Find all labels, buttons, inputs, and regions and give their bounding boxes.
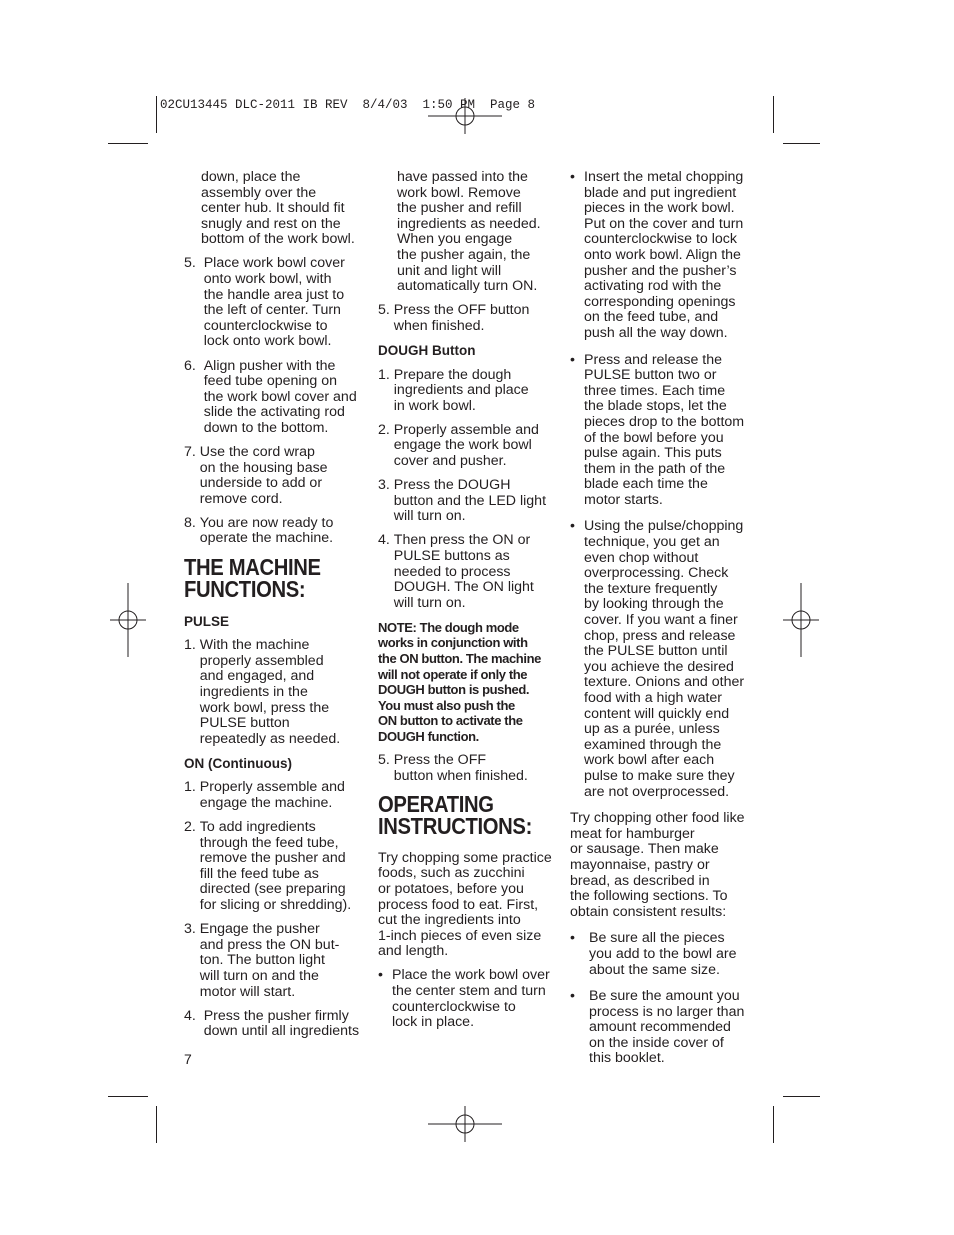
subheading-dough-button: DOUGH Button [378, 342, 476, 358]
bullet-item: • Press and release the PULSE button two or three times. Each time the blade stops, let the pieces drop to the bottom of the bowl before you pulse again. This puts them in the path of the blade each time the motor starts. [570, 351, 745, 508]
dough-step-5: 5. Press the OFF button when finished. [378, 752, 528, 784]
bullet-item: • Be sure all the pieces you add to the bowl are about the same size. [570, 930, 737, 978]
pulse-step-1: 1. With the machine properly assembled and engaged, and ingredients in the work bowl, press the PULSE button repeatedly as needed. [184, 637, 341, 747]
on-step-2: 2. To add ingredients through the feed tube, remove the pusher and fill the feed tube as directed (see preparing for slicing or shredding). [184, 819, 352, 914]
step-8: 8. You are now ready to operate the machine. [184, 514, 334, 547]
printer-slug: 02CU13445 DLC-2011 IB REV 8/4/03 1:50 PM Page 8 [160, 98, 536, 112]
page-number: 7 [184, 1051, 192, 1067]
bullet-item: • Place the work bowl over the center stem and turn counterclockwise to lock in place. [378, 967, 550, 1031]
dough-step-1: 1. Prepare the dough ingredients and place in work bowl. [378, 366, 529, 414]
subheading-pulse: PULSE [184, 613, 230, 629]
dough-step-2: 2. Properly assemble and engage the work bowl cover and pusher. [378, 421, 539, 469]
bullet-item: • Be sure the amount you process is no larger than amount recommended on the inside cover of this booklet. [570, 988, 745, 1067]
other-food-paragraph: Try chopping other food like meat for hamburger or sausage. Then make mayonnaise, pastry or bread, as described in the following sections. To obtain consistent results: [570, 810, 745, 920]
on-step-3: 3. Engage the pusher and press the ON but- ton. The button light will turn on and the motor will start. [184, 921, 340, 1000]
step-6: 6. Align pusher with the feed tube opening on the work bowl cover and slide the activating rod down to the bottom. [184, 357, 357, 436]
registration-mark-top [428, 98, 502, 134]
on-step-4: 4. Press the pusher firmly down until all ingredients [184, 1007, 360, 1040]
dough-note: NOTE: The dough mode works in conjunction with the ON button. The machine will not operate if only the DOUGH button is pushed. You must also push the ON button to activate the DOUGH function. [378, 619, 541, 744]
step-5: 5. Press the OFF button when finished. [378, 302, 530, 334]
bullet-item: • Insert the metal chopping blade and put ingredient pieces in the work bowl. Put on the cover and turn counterclockwise to lock onto work bowl. Align the pusher and the pusher’s activating rod with the corresponding openings on the feed tube, and push all the way down. [570, 169, 744, 341]
column-2 [378, 170, 558, 1042]
column-3 [570, 170, 756, 1078]
registration-mark-right [783, 583, 819, 657]
step-continuation: have passed into the work bowl. Remove the pusher and refill ingredients as needed. When you engage the pusher again, the unit and light will automatically turn ON. [397, 169, 541, 295]
dough-step-4: 4. Then press the ON or PULSE buttons as needed to process DOUGH. The ON light will turn on. [378, 532, 534, 611]
column-1 [184, 170, 362, 1048]
step-5: 5. Place work bowl cover onto work bowl, with the handle area just to the left of center. Turn counterclockwise to lock onto work bowl. [184, 255, 345, 350]
step-7: 7. Use the cord wrap on the housing base underside to add or remove cord. [184, 444, 328, 507]
registration-mark-left [110, 583, 146, 657]
step-continuation: down, place the assembly over the center hub. It should fit snugly and rest on the bottom of the work bowl. [201, 169, 355, 248]
practice-paragraph: Try chopping some practice foods, such as zucchini or potatoes, before you process food to eat. First, cut the ingredients into 1-inch pieces of even size and length. [378, 849, 552, 960]
dough-step-3: 3. Press the DOUGH button and the LED light will turn on. [378, 477, 547, 525]
on-step-1: 1. Properly assemble and engage the machine. [184, 779, 345, 811]
bullet-item: • Using the pulse/chopping technique, you get an even chop without overprocessing. Check the texture frequently by looking through the cover. If you want a finer chop, press and release the PULSE button until you achieve the desired texture. Onions and other food with a high water content will quickly end up as a purée, unless examined through the work bowl after each pulse to make sure they are not overprocessed. [570, 518, 745, 800]
section-heading-machine-functions: THE MACHINE FUNCTIONS: [184, 553, 321, 602]
section-heading-operating-instructions: OPERATING INSTRUCTIONS: [378, 790, 532, 839]
registration-mark-bottom [428, 1106, 502, 1142]
subheading-on-continuous: ON (Continuous) [184, 755, 292, 771]
